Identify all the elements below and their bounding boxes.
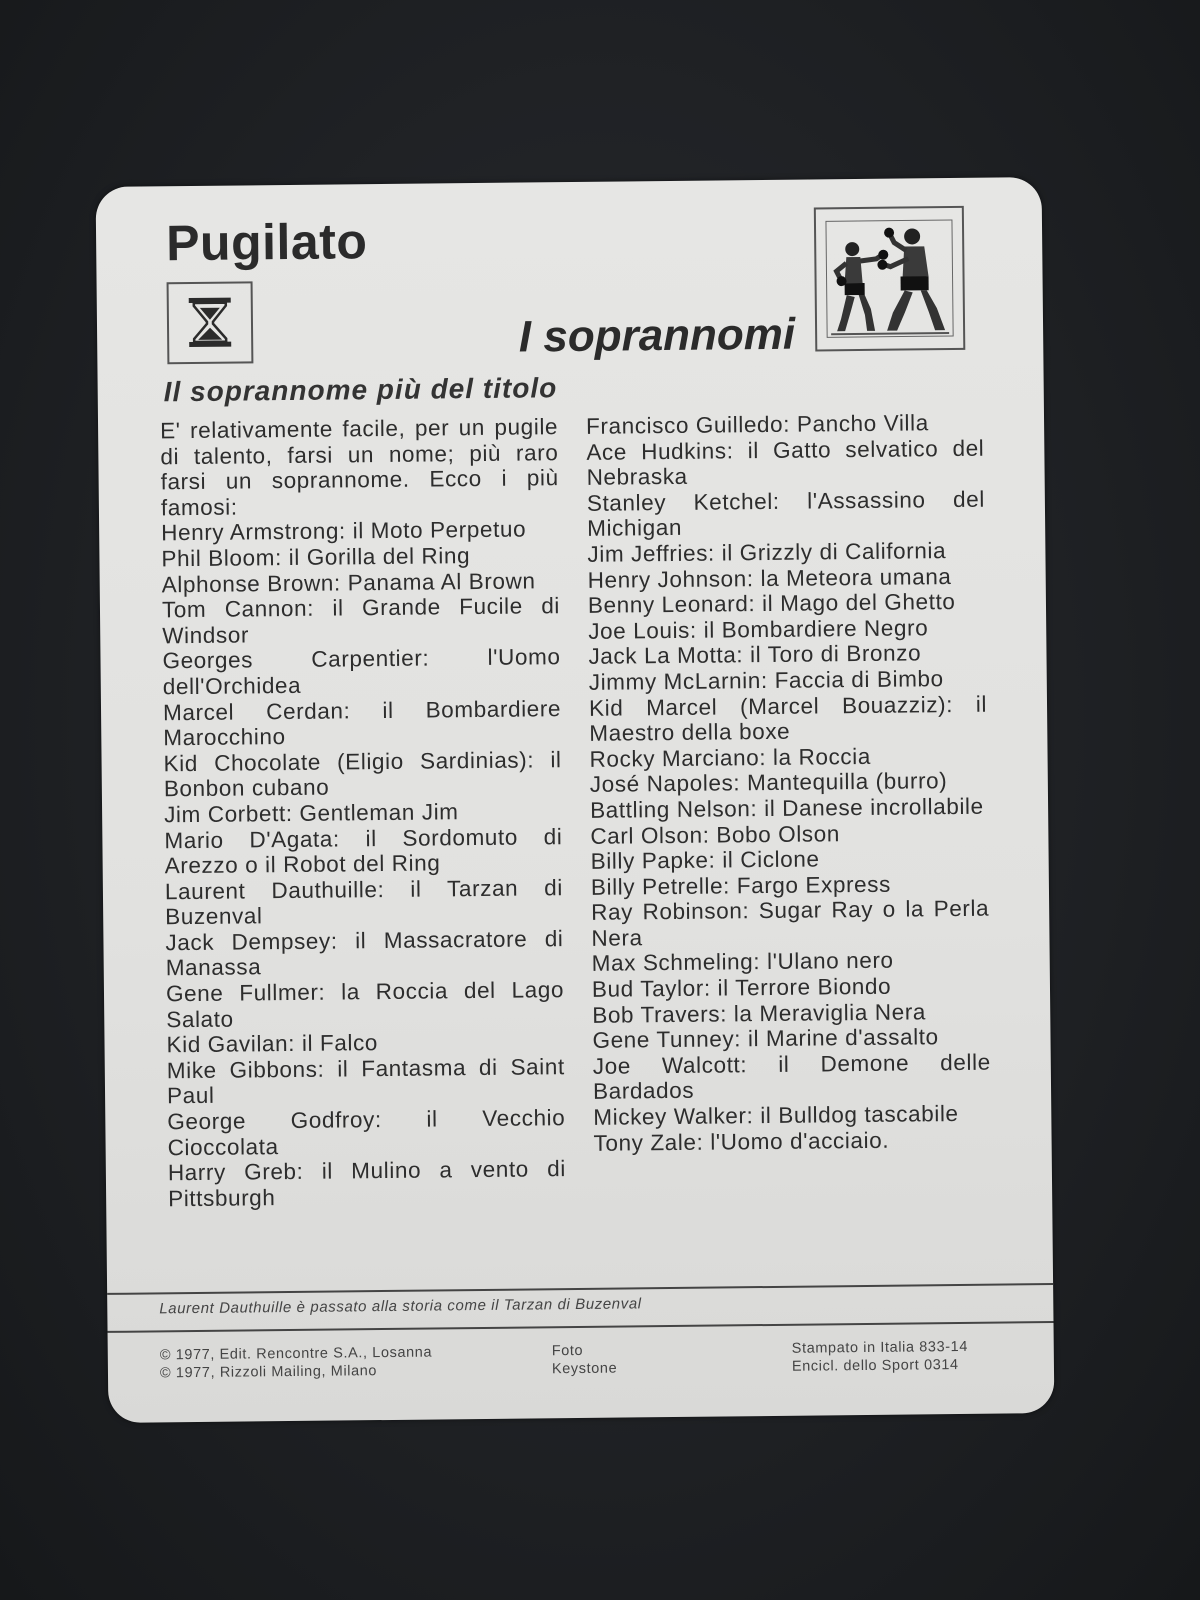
nickname-entry: Billy Petrelle: Fargo Express: [590, 871, 892, 900]
footer-print-info: [792, 1338, 969, 1376]
nickname-entry: Jack La Motta: il Toro di Bronzo: [588, 640, 922, 670]
nickname-entry: Battling Nelson: il Danese incrollabile: [589, 793, 984, 823]
nickname-entry: Mickey Walker: il Bulldog tascabile: [593, 1101, 959, 1130]
card-sport-title: Pugilato: [165, 213, 368, 272]
right-column: [586, 410, 992, 1156]
nickname-entry: Jimmy McLarnin: Faccia di Bimbo: [588, 666, 944, 695]
nickname-entry: Ace Hudkins: il Gatto selvatico del Nebraska: [586, 435, 985, 491]
nickname-entry: Jim Corbett: Gentleman Jim: [164, 799, 459, 828]
nickname-entry: Carl Olson: Bobo Olson: [590, 820, 841, 849]
nickname-entry: Henry Armstrong: il Moto Perpetuo: [161, 516, 527, 546]
nickname-entry: Henry Johnson: la Meteora umana: [587, 563, 952, 593]
nickname-entry: Georges Carpentier: l'Uomo dell'Orchidea: [162, 644, 561, 700]
nickname-entry: Mario D'Agata: il Sordomuto di Arezzo o il Robot del Ring: [164, 823, 563, 879]
photo-credit: Keystone: [551, 1360, 618, 1378]
nickname-entry: Billy Papke: il Ciclone: [590, 846, 820, 874]
nickname-entry: Mike Gibbons: il Fantasma di Saint Paul: [166, 1053, 565, 1109]
nickname-entry: Tony Zale: l'Uomo d'acciaio.: [593, 1127, 890, 1156]
nickname-entry: Kid Chocolate (Eligio Sardinias): il Bonbon cubano: [163, 746, 562, 802]
nickname-entry: Jim Jeffries: il Grizzly di California: [587, 538, 947, 567]
nickname-entry: Phil Bloom: il Gorilla del Ring: [161, 543, 471, 572]
nickname-entry: Joe Walcott: il Demone delle Bardados: [592, 1049, 991, 1105]
left-column: [160, 414, 566, 1212]
nickname-entry: Ray Robinson: Sugar Ray o la Perla Nera: [591, 895, 990, 951]
copyright-line: © 1977, Edit. Rencontre S.A., Losanna: [159, 1344, 433, 1364]
boxers-icon: [814, 206, 965, 352]
card-topic-title: I soprannomi: [518, 309, 796, 362]
nickname-entry: Bud Taylor: il Terrore Biondo: [591, 973, 892, 1002]
print-line: Encicl. dello Sport 0314: [791, 1357, 959, 1375]
caption-divider-bottom: [108, 1321, 1054, 1333]
nickname-entry: Alphonse Brown: Panama Al Brown: [161, 567, 536, 597]
nickname-entry: Stanley Ketchel: l'Assassino del Michigan: [586, 486, 986, 542]
nickname-entry: Kid Gavilan: il Falco: [166, 1030, 379, 1058]
sport-card: [96, 177, 1055, 1423]
photo-label: Foto: [551, 1342, 584, 1360]
nickname-entry: George Godfroy: il Vecchio Cioccolata: [167, 1105, 566, 1160]
print-line: Stampato in Italia 833-14: [791, 1338, 969, 1357]
nickname-entry: Max Schmeling: l'Ulano nero: [591, 948, 894, 977]
nickname-entry: Benny Leonard: il Mago del Ghetto: [587, 589, 956, 619]
caption-divider-top: [107, 1283, 1053, 1295]
nickname-entry: Laurent Dauthuille: il Tarzan di Buzenval: [164, 874, 564, 930]
hourglass-icon: [167, 281, 254, 364]
footer-photo-credit: [552, 1342, 618, 1379]
nickname-entry: Francisco Guilledo: Pancho Villa: [585, 410, 929, 439]
nickname-entry: José Napoles: Mantequilla (burro): [589, 768, 948, 798]
intro-paragraph: E' relativamente facile, per un pugile di talento, farsi un nome; più raro farsi un soprannome. Ecco i più famosi:: [159, 414, 559, 521]
photo-caption: Laurent Dauthuille è passato alla storia come il Tarzan di Buzenval: [159, 1295, 642, 1318]
nickname-entry: Gene Fullmer: la Roccia del Lago Salato: [165, 977, 565, 1032]
nickname-entry: Rocky Marciano: la Roccia: [589, 743, 872, 772]
nickname-entry: Bob Travers: la Meraviglia Nera: [592, 998, 927, 1028]
nickname-entry: Marcel Cerdan: il Bombardiere Marocchino: [162, 695, 562, 751]
copyright-line: © 1977, Rizzoli Mailing, Milano: [159, 1363, 378, 1382]
nickname-entry: Kid Marcel (Marcel Bouazziz): il Maestro della boxe: [588, 691, 988, 746]
nickname-entry: Tom Cannon: il Grande Fucile di Windsor: [161, 593, 561, 649]
nickname-entry: Joe Louis: il Bombardiere Negro: [588, 615, 929, 644]
card-subtitle: Il soprannome più del titolo: [163, 372, 558, 408]
nickname-entry: Harry Greb: il Mulino a vento di Pittsburgh: [167, 1156, 566, 1212]
nickname-entry: Gene Tunney: il Marine d'assalto: [592, 1024, 939, 1054]
footer-copyright: [160, 1344, 433, 1383]
nickname-entry: Jack Dempsey: il Massacratore di Manassa: [165, 926, 564, 981]
